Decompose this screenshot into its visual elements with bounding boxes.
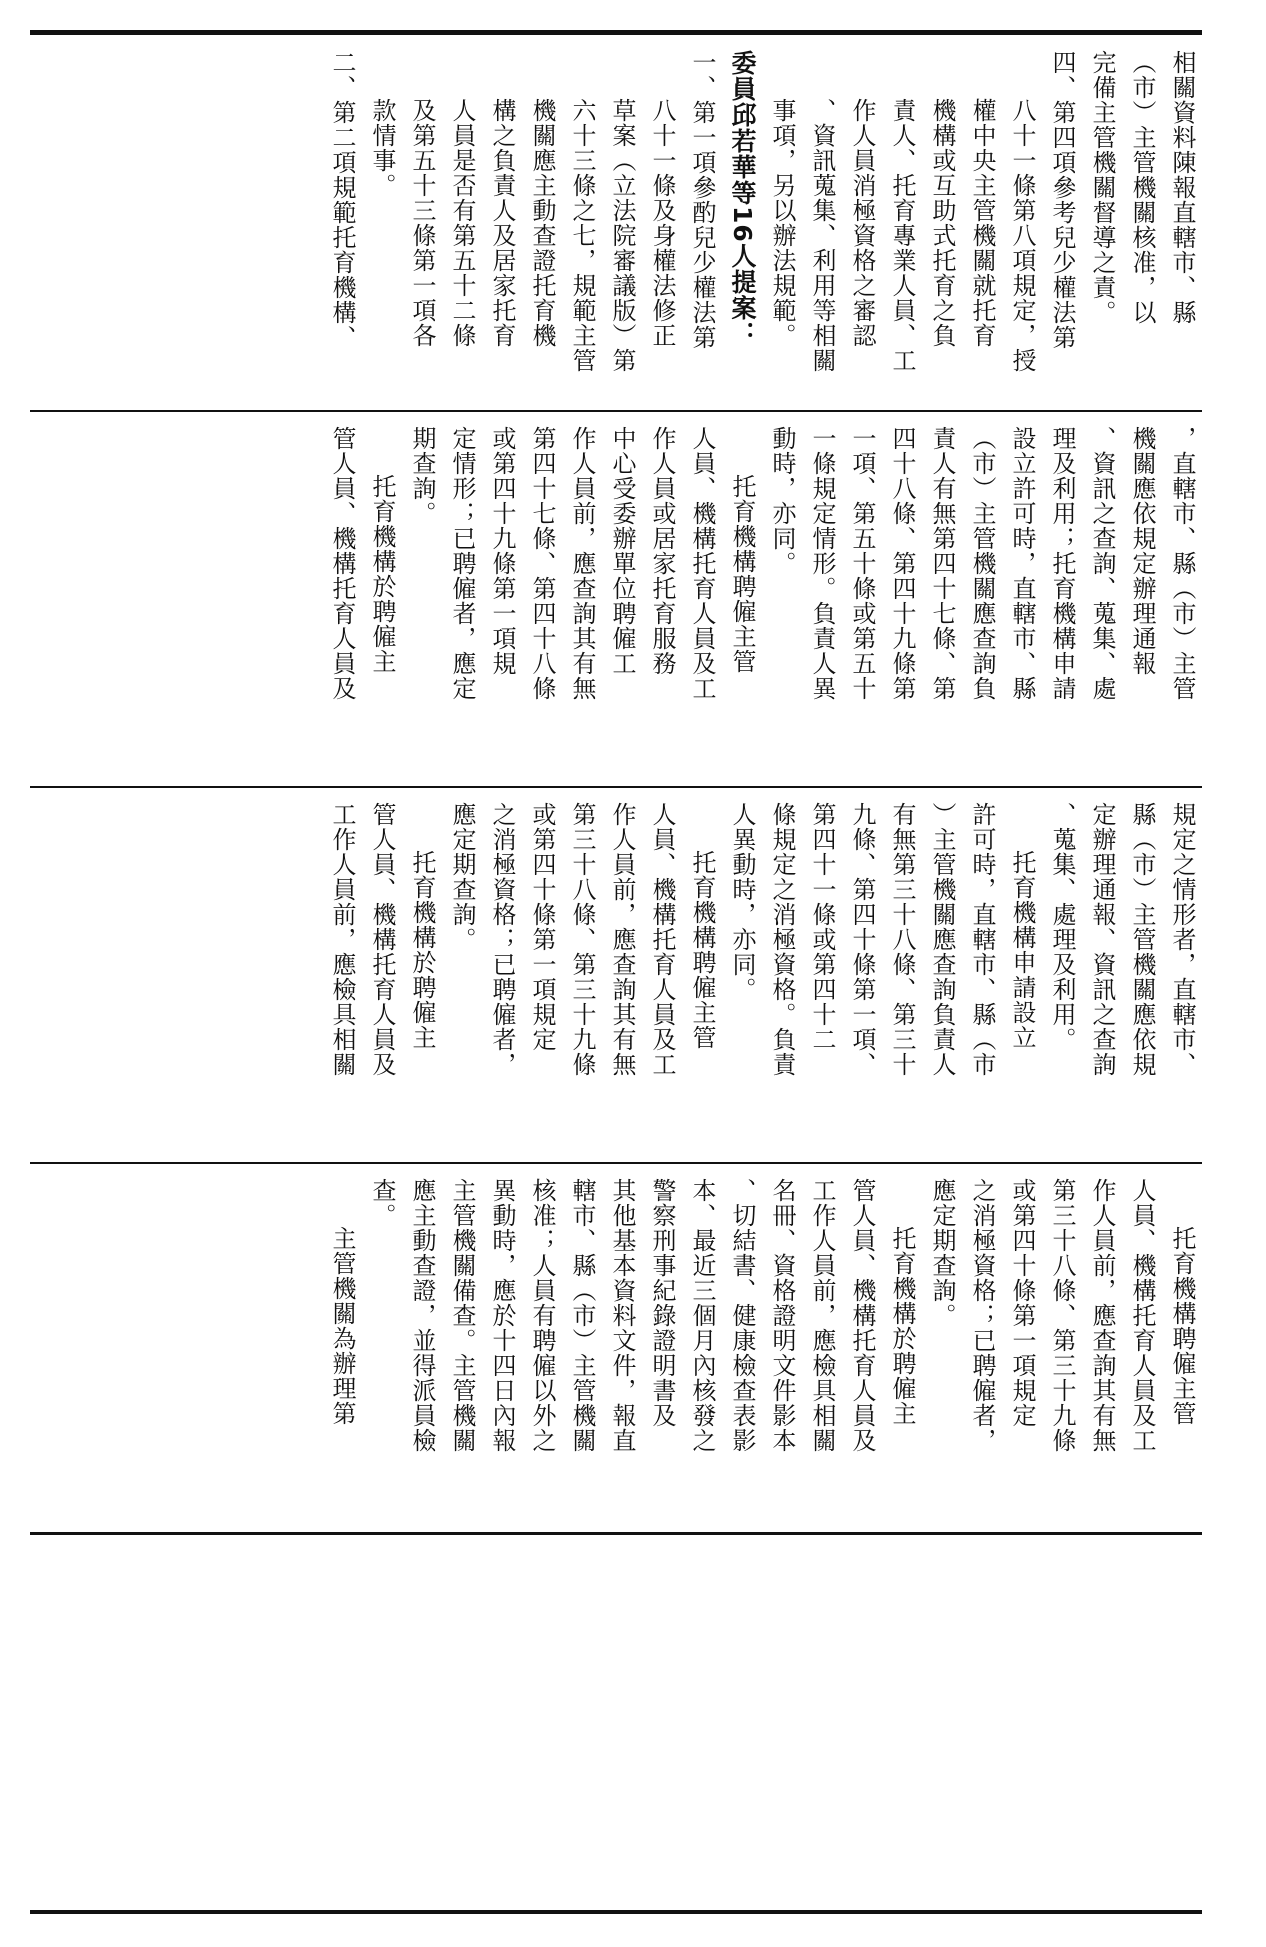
text-line: 主管機關備查。主管機關: [448, 1178, 476, 1453]
text-line: 托育機構聘僱主管: [728, 474, 756, 674]
text-line: 應主動查證，並得派員檢: [408, 1178, 436, 1453]
text-line: 構之負責人及居家托育: [488, 98, 516, 348]
top-rule: [30, 30, 1202, 35]
text-line: 或第四十條第一項規定: [528, 802, 556, 1052]
text-line: 二、第二項規範托育機構、: [328, 50, 356, 350]
text-block-4: [30, 1164, 1202, 1530]
text-line: 轄市、縣（市）主管機關: [568, 1178, 596, 1453]
text-line: 相關資料陳報直轄市、縣: [1168, 50, 1196, 325]
text-line: 第四十一條或第四十二: [808, 802, 836, 1052]
text-line: 托育機構聘僱主管: [1168, 1226, 1196, 1426]
text-line: 許可時，直轄市、縣（市: [968, 802, 996, 1077]
text-line: 托育機構於聘僱主: [888, 1226, 916, 1426]
text-line: 中心受委辦單位聘僱工: [608, 426, 636, 676]
text-line: 人員、機構托育人員及工: [1128, 1178, 1156, 1453]
text-line: 責人、托育專業人員、工: [888, 98, 916, 373]
text-line: （市）主管機關應查詢負: [968, 426, 996, 701]
text-line: 核准；人員有聘僱以外之: [528, 1178, 556, 1453]
text-line: 作人員前，應查詢其有無: [1088, 1178, 1116, 1453]
text-line: 九條、第四十條第一項、: [848, 802, 876, 1077]
text-line: 四、第四項參考兒少權法第: [1048, 50, 1076, 350]
text-line: 管人員、機構托育人員及: [848, 1178, 876, 1453]
text-line: 機關應依規定辦理通報: [1128, 426, 1156, 676]
text-line: 工作人員前，應檢具相關: [808, 1178, 836, 1453]
text-line: 應定期查詢。: [928, 1178, 956, 1328]
text-line: 托育機構聘僱主管: [688, 850, 716, 1050]
text-line: 期查詢。: [408, 426, 436, 526]
proposal-heading: 委員邱若華等16人提案：: [728, 50, 757, 347]
text-line: 作人員或居家托育服務: [648, 426, 676, 676]
text-line: 、資訊之查詢、蒐集、處: [1088, 426, 1116, 701]
text-line: 人員、機構托育人員及工: [648, 802, 676, 1077]
text-line: ，直轄市、縣（市）主管: [1168, 426, 1196, 701]
text-line: 、資訊蒐集、利用等相關: [808, 98, 836, 373]
text-line: 作人員消極資格之審認: [848, 98, 876, 348]
text-line: 一、第一項參酌兒少權法第: [688, 50, 716, 350]
text-line: 或第四十九條第一項規: [488, 426, 516, 676]
text-line: 八十一條及身權法修正: [648, 98, 676, 348]
text-line: ）主管機關應查詢負責人: [928, 802, 956, 1077]
text-line: 主管機關為辦理第: [328, 1226, 356, 1426]
text-line: 權中央主管機關就托育: [968, 98, 996, 348]
text-line: 其他基本資料文件，報直: [608, 1178, 636, 1453]
text-line: 條規定之消極資格。負責: [768, 802, 796, 1077]
text-block-1: [30, 36, 1202, 408]
text-block-3: [30, 788, 1202, 1160]
text-line: 管人員、機構托育人員及: [328, 426, 356, 701]
text-line: 警察刑事紀錄證明書及: [648, 1178, 676, 1428]
text-line: 草案（立法院審議版）第: [608, 98, 636, 373]
text-line: 第三十八條、第三十九條: [568, 802, 596, 1077]
text-columns-2: [42, 426, 1202, 774]
text-line: 名冊、資格證明文件影本: [768, 1178, 796, 1453]
text-line: 縣（市）主管機關應依規: [1128, 802, 1156, 1077]
text-line: 機關應主動查證托育機: [528, 98, 556, 348]
bottom-rule: [30, 1910, 1202, 1914]
text-line: 機構或互助式托育之負: [928, 98, 956, 348]
text-line: （市）主管機關核准，以: [1128, 50, 1156, 325]
text-line: 六十三條之七，規範主管: [568, 98, 596, 373]
text-line: 第四十七條、第四十八條: [528, 426, 556, 701]
text-line: 款情事。: [368, 98, 396, 198]
text-line: 第三十八條、第三十九條: [1048, 1178, 1076, 1453]
text-line: 、切結書、健康檢查表影: [728, 1178, 756, 1453]
text-line: 應定期查詢。: [448, 802, 476, 952]
text-columns-4: [42, 1178, 1202, 1520]
text-line: 一條規定情形。負責人異: [808, 426, 836, 701]
text-line: 之消極資格；已聘僱者，: [968, 1178, 996, 1453]
text-block-2: [30, 412, 1202, 784]
text-line: 托育機構申請設立: [1008, 850, 1036, 1050]
text-line: 動時，亦同。: [768, 426, 796, 576]
text-line: 理及利用；托育機構申請: [1048, 426, 1076, 701]
text-line: 八十一條第八項規定，授: [1008, 98, 1036, 373]
text-line: 定情形；已聘僱者，應定: [448, 426, 476, 701]
text-line: 作人員前，應查詢其有無: [568, 426, 596, 701]
text-line: 工作人員前，應檢具相關: [328, 802, 356, 1077]
section-end-rule: [30, 1532, 1202, 1535]
text-line: 作人員前，應查詢其有無: [608, 802, 636, 1077]
text-line: 責人有無第四十七條、第: [928, 426, 956, 701]
text-line: 托育機構於聘僱主: [368, 474, 396, 674]
text-line: 設立許可時，直轄市、縣: [1008, 426, 1036, 701]
text-line: 定辦理通報、資訊之查詢: [1088, 802, 1116, 1077]
text-line: 事項，另以辦法規範。: [768, 98, 796, 348]
text-line: 本、最近三個月內核發之: [688, 1178, 716, 1453]
text-line: 管人員、機構托育人員及: [368, 802, 396, 1077]
text-columns-3: [42, 802, 1202, 1150]
text-line: 完備主管機關督導之責。: [1088, 50, 1116, 325]
text-line: 有無第三十八條、第三十: [888, 802, 916, 1077]
text-line: 四十八條、第四十九條第: [888, 426, 916, 701]
text-line: 及第五十三條第一項各: [408, 98, 436, 348]
text-line: 、蒐集、處理及利用。: [1048, 802, 1076, 1052]
text-line: 托育機構於聘僱主: [408, 850, 436, 1050]
text-line: 查。: [368, 1178, 396, 1228]
text-line: 一項、第五十條或第五十: [848, 426, 876, 701]
text-columns-1: [42, 50, 1202, 398]
text-line: 人員是否有第五十二條: [448, 98, 476, 348]
text-line: 人異動時，亦同。: [728, 802, 756, 1002]
text-line: 人員、機構托育人員及工: [688, 426, 716, 701]
text-line: 或第四十條第一項規定: [1008, 1178, 1036, 1428]
text-line: 之消極資格；已聘僱者，: [488, 802, 516, 1077]
text-line: 規定之情形者，直轄市、: [1168, 802, 1196, 1077]
text-line: 異動時，應於十四日內報: [488, 1178, 516, 1453]
